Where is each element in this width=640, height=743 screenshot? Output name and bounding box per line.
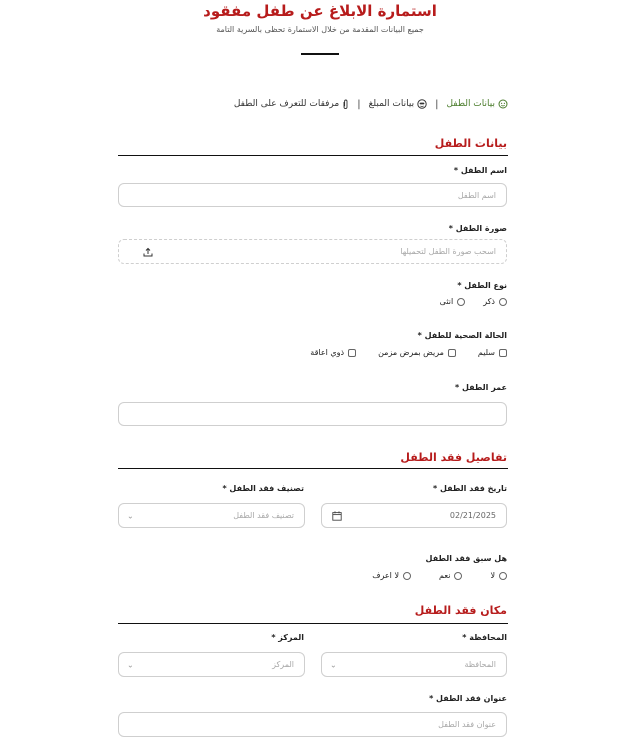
radio-button[interactable] bbox=[457, 298, 465, 306]
previous-option-label: نعم bbox=[439, 571, 451, 580]
section-divider bbox=[118, 468, 508, 469]
previous-option-no[interactable] bbox=[490, 571, 507, 580]
chevron-down-icon: ⌄ bbox=[330, 660, 337, 669]
tab-separator: | bbox=[435, 98, 439, 110]
reporter-avatar-icon bbox=[417, 99, 427, 109]
loss-address-placeholder: عنوان فقد الطفل bbox=[438, 720, 496, 729]
previous-loss-options bbox=[372, 571, 507, 580]
child-name-placeholder: اسم الطفل bbox=[457, 190, 496, 200]
loss-date-value: 02/21/2025 bbox=[449, 511, 496, 520]
health-option-healthy[interactable] bbox=[478, 348, 507, 357]
health-option-label: مريض بمرض مزمن bbox=[378, 348, 444, 357]
health-option-disability[interactable] bbox=[310, 348, 356, 357]
section-divider bbox=[118, 623, 508, 624]
center-label: المركز * bbox=[271, 633, 304, 642]
section-title-location: مكان فقد الطفل bbox=[414, 604, 507, 617]
governorate-label: المحافظة * bbox=[462, 633, 507, 642]
child-gender-label: نوع الطفل * bbox=[457, 281, 507, 290]
tab-attachments[interactable] bbox=[234, 99, 349, 110]
tab-reporter-data[interactable] bbox=[369, 99, 427, 109]
form-tabs bbox=[234, 97, 508, 111]
health-option-label: ذوي اعاقة bbox=[310, 348, 345, 357]
previous-option-unknown[interactable] bbox=[372, 571, 411, 580]
previous-loss-label: هل سبق فقد الطفل bbox=[425, 554, 507, 563]
child-gender-options bbox=[440, 297, 507, 306]
tab-reporter-data-label: بيانات المبلغ bbox=[368, 99, 415, 109]
checkbox[interactable] bbox=[499, 349, 507, 357]
child-name-label: اسم الطفل * bbox=[453, 166, 507, 175]
child-name-input[interactable] bbox=[118, 183, 507, 207]
gender-option-female[interactable] bbox=[440, 297, 466, 306]
gender-option-label: انثى bbox=[439, 297, 454, 306]
section-title-child: بيانات الطفل bbox=[434, 137, 507, 150]
gender-option-label: ذكر bbox=[483, 297, 495, 306]
section-title-loss: تفاصيل فقد الطفل bbox=[400, 451, 507, 464]
calendar-icon[interactable] bbox=[332, 511, 342, 521]
loss-category-placeholder: تصنيف فقد الطفل bbox=[233, 511, 294, 520]
upload-icon bbox=[143, 247, 153, 257]
previous-option-label: لا اعرف bbox=[372, 571, 400, 580]
page-title: استمارة الابلاغ عن طفل مفقود bbox=[203, 2, 437, 20]
page-subtitle: جميع البيانات المقدمة من خلال الاستمارة تحظى بالسرية التامة bbox=[216, 25, 424, 34]
child-health-label: الحالة الصحية للطفل * bbox=[417, 331, 507, 340]
governorate-select[interactable] bbox=[321, 652, 507, 677]
tab-attachments-label: مرفقات للتعرف على الطفل bbox=[233, 99, 340, 109]
chevron-down-icon: ⌄ bbox=[127, 511, 134, 520]
child-age-input[interactable] bbox=[118, 402, 507, 426]
loss-address-label: عنوان فقد الطفل * bbox=[429, 694, 507, 703]
tab-child-data-label: بيانات الطفل bbox=[446, 99, 495, 109]
child-face-icon bbox=[498, 99, 508, 109]
child-health-options bbox=[310, 348, 507, 357]
section-divider bbox=[118, 155, 508, 156]
paperclip-icon bbox=[342, 99, 349, 110]
governorate-placeholder: المحافظة bbox=[464, 660, 496, 669]
radio-button[interactable] bbox=[403, 572, 411, 580]
loss-date-input[interactable] bbox=[321, 503, 507, 528]
radio-button[interactable] bbox=[499, 572, 507, 580]
child-photo-dropzone[interactable] bbox=[118, 239, 507, 264]
child-photo-placeholder: اسحب صورة الطفل لتحميلها bbox=[400, 247, 496, 256]
center-select[interactable] bbox=[118, 652, 305, 677]
tab-child-data[interactable] bbox=[446, 99, 508, 109]
checkbox[interactable] bbox=[348, 349, 356, 357]
title-underline bbox=[301, 53, 339, 55]
loss-category-label: تصنيف فقد الطفل * bbox=[222, 484, 304, 493]
health-option-chronic[interactable] bbox=[378, 348, 456, 357]
tab-separator: | bbox=[357, 98, 361, 110]
health-option-label: سليم bbox=[477, 348, 495, 357]
previous-option-yes[interactable] bbox=[439, 571, 462, 580]
center-placeholder: المركز bbox=[272, 660, 294, 669]
child-photo-label: صورة الطفل * bbox=[448, 224, 507, 233]
loss-date-label: تاريخ فقد الطفل * bbox=[433, 484, 507, 493]
child-age-label: عمر الطفل * bbox=[455, 383, 507, 392]
chevron-down-icon: ⌄ bbox=[127, 660, 134, 669]
radio-button[interactable] bbox=[499, 298, 507, 306]
radio-button[interactable] bbox=[454, 572, 462, 580]
previous-option-label: لا bbox=[490, 571, 495, 580]
checkbox[interactable] bbox=[448, 349, 456, 357]
loss-category-select[interactable] bbox=[118, 503, 305, 528]
loss-address-input[interactable] bbox=[118, 712, 507, 737]
gender-option-male[interactable] bbox=[483, 297, 507, 306]
